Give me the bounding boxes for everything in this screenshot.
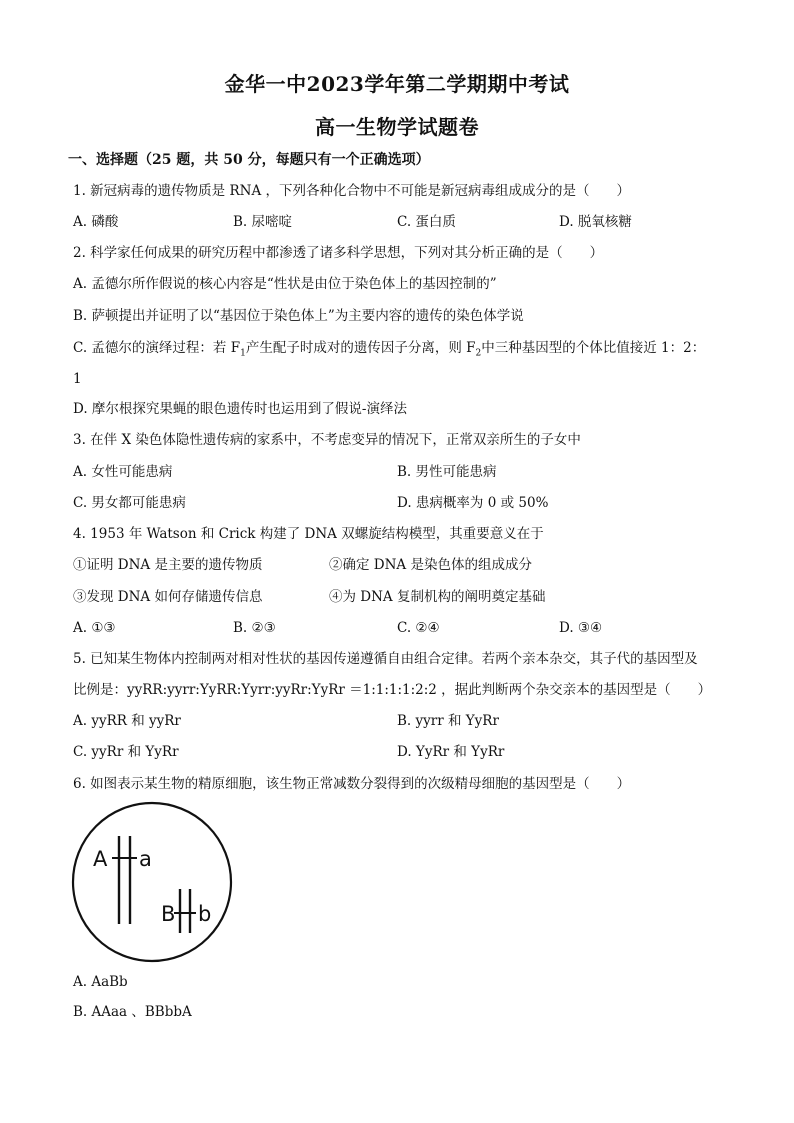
q5-option-d: D. YyRr 和 YyRr xyxy=(397,744,505,760)
q6-stem: 6. 如图表示某生物的精原细胞，该生物正常减数分裂得到的次级精母细胞的基因型是（ ） xyxy=(73,776,631,792)
q4-stem: 4. 1953 年 Watson 和 Crick 构建了 DNA 双螺旋结构模型，其重要意义在于 xyxy=(73,526,544,542)
q1-stem: 1. 新冠病毒的遗传物质是 RNA ，下列各种化合物中不可能是新冠病毒组成成分的是（ ） xyxy=(73,183,630,199)
q2-option-c xyxy=(73,338,705,364)
q4-statement-4: ④为 DNA 复制机构的阐明奠定基础 xyxy=(329,589,546,605)
q2-option-c-sub2: 2 xyxy=(475,348,482,359)
q6-option-a: A. AaBb xyxy=(73,974,128,990)
title-line-2: 高一生物学试题卷 xyxy=(315,115,479,139)
q4-statement-1: ①证明 DNA 是主要的遗传物质 xyxy=(73,557,263,573)
q3-option-d: D. 患病概率为 0 或 50% xyxy=(397,495,549,511)
q2-option-d: D. 摩尔根探究果蝇的眼色遗传时也运用到了假说-演绎法 xyxy=(73,401,407,417)
section-heading: 一、选择题（25 题，共 50 分，每题只有一个正确选项） xyxy=(68,152,430,168)
q2-option-c-wrap: 1 xyxy=(73,371,82,387)
label-b: b xyxy=(198,902,212,926)
title-line-1: 金华一中2023学年第二学期期中考试 xyxy=(224,72,570,96)
q5-option-c: C. yyRr 和 YyRr xyxy=(73,744,179,760)
q5-stem-line-1: 5. 已知某生物体内控制两对相对性状的基因传递遵循自由组合定律。若两个亲本杂交，其子代的基因型及 xyxy=(73,651,698,667)
q2-option-c-sub1: 1 xyxy=(240,348,246,359)
cell-membrane xyxy=(73,803,231,961)
q3-option-c: C. 男女都可能患病 xyxy=(73,495,186,511)
label-B: B xyxy=(161,902,176,926)
q2-option-c-part1: C. 孟德尔的演绎过程：若 F xyxy=(73,340,241,356)
q6-option-b: B. AAaa 、BBbbA xyxy=(73,1004,192,1020)
q4-statement-3: ③发现 DNA 如何存储遗传信息 xyxy=(73,589,263,605)
q2-stem: 2. 科学家任何成果的研究历程中都渗透了诸多科学思想，下列对其分析正确的是（ ） xyxy=(73,245,604,261)
q1-option-b: B. 尿嘧啶 xyxy=(233,214,293,230)
q3-stem: 3. 在伴 X 染色体隐性遗传病的家系中，不考虑变异的情况下，正常双亲所生的子女中 xyxy=(73,432,581,448)
q4-option-d: D. ③④ xyxy=(559,620,603,636)
q4-option-c: C. ②④ xyxy=(397,620,440,636)
q5-option-b: B. yyrr 和 YyRr xyxy=(397,713,499,729)
q2-option-b: B. 萨顿提出并证明了以“基因位于染色体上”为主要内容的遗传的染色体学说 xyxy=(73,308,524,324)
q1-option-a: A. 磷酸 xyxy=(73,214,119,230)
label-a: a xyxy=(139,847,152,871)
q4-statement-2: ②确定 DNA 是染色体的组成成分 xyxy=(329,557,532,573)
label-A: A xyxy=(93,847,108,871)
q4-option-a: A. ①③ xyxy=(73,620,116,636)
q5-stem-line-2: 比例是：yyRR:yyrr:YyRR:Yyrr:yyRr:YyRr ＝1:1:1:1:2:2 ，据此判断两个杂交亲本的基因型是（ ） xyxy=(73,682,712,698)
q5-option-a: A. yyRR 和 yyRr xyxy=(73,713,181,729)
q2-option-c-part2: 产生配子时成对的遗传因子分离，则 F xyxy=(245,340,476,356)
q3-option-a: A. 女性可能患病 xyxy=(73,464,173,480)
q4-option-b: B. ②③ xyxy=(233,620,276,636)
q2-option-a: A. 孟德尔所作假说的核心内容是“性状是由位于染色体上的基因控制的” xyxy=(73,276,497,292)
q2-option-c-part3: 中三种基因型的个体比值接近 1：2： xyxy=(481,340,706,356)
q1-option-d: D. 脱氧核糖 xyxy=(559,214,632,230)
q3-option-b: B. 男性可能患病 xyxy=(397,464,497,480)
spermatogonium-diagram xyxy=(70,800,235,965)
q1-option-c: C. 蛋白质 xyxy=(397,214,456,230)
